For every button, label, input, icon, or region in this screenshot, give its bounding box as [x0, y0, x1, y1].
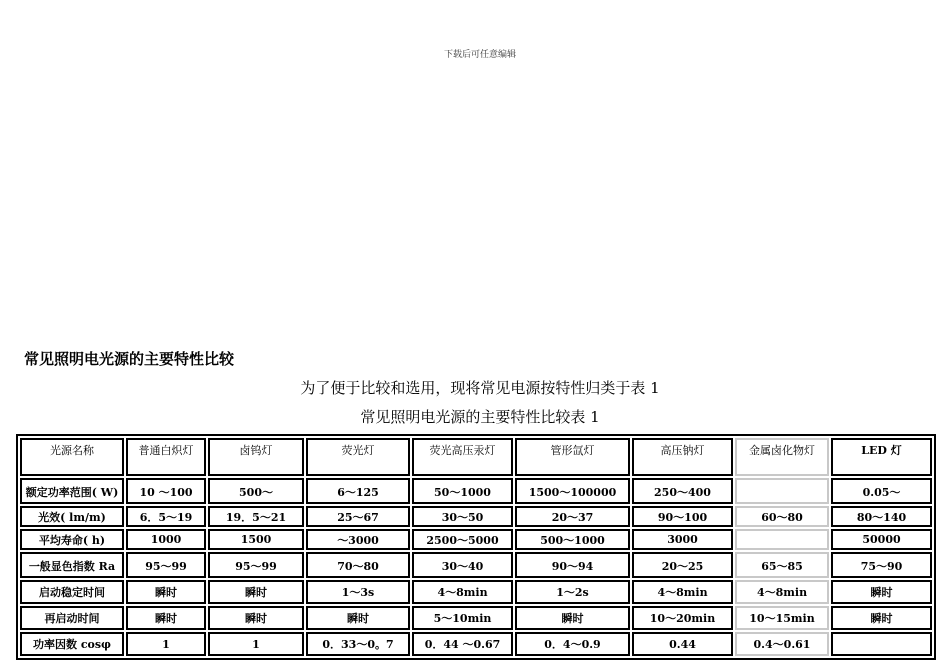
table-cell: 1～3s [306, 580, 410, 604]
column-header: 高压钠灯 [632, 438, 733, 476]
table-cell: 瞬时 [126, 580, 206, 604]
table-cell: 0．33～0。7 [306, 632, 410, 656]
table-cell: 500～ [208, 478, 304, 504]
table-cell: 瞬时 [208, 606, 304, 630]
column-header: LED 灯 [831, 438, 932, 476]
table-cell: 2500～5000 [412, 529, 513, 550]
light-source-table [16, 434, 936, 660]
table-cell: 75～90 [831, 552, 932, 578]
row-label: 额定功率范围( W) [20, 478, 124, 504]
table-cell: ～3000 [306, 529, 410, 550]
table-cell: 1500 [208, 529, 304, 550]
table-cell: 60～80 [735, 506, 829, 527]
table-row [20, 506, 932, 527]
column-header: 卤钨灯 [208, 438, 304, 476]
table-cell: 65～85 [735, 552, 829, 578]
table-cell: 90～100 [632, 506, 733, 527]
table-cell: 4～8min [632, 580, 733, 604]
table-row [20, 580, 932, 604]
table-cell: 4～8min [735, 580, 829, 604]
table-cell: 5～10min [412, 606, 513, 630]
table-row [20, 606, 932, 630]
table-cell: 500～1000 [515, 529, 630, 550]
row-label: 一般显色指数 Ra [20, 552, 124, 578]
table-caption: 常见照明电光源的主要特性比较表 1 [360, 408, 600, 426]
table-cell [831, 632, 932, 656]
row-label: 再启动时间 [20, 606, 124, 630]
table-cell: 瞬时 [306, 606, 410, 630]
table-cell [735, 478, 829, 504]
table-cell: 250～400 [632, 478, 733, 504]
table-cell: 瞬时 [831, 606, 932, 630]
row-label: 平均寿命( h) [20, 529, 124, 550]
section-heading: 常见照明电光源的主要特性比较 [24, 350, 235, 368]
column-header: 荧光高压汞灯 [412, 438, 513, 476]
table-cell: 瞬时 [208, 580, 304, 604]
table-cell: 1 [126, 632, 206, 656]
table-cell: 80～140 [831, 506, 932, 527]
table-cell: 1500～100000 [515, 478, 630, 504]
table-cell: 95～99 [126, 552, 206, 578]
table-cell: 90～94 [515, 552, 630, 578]
table-cell: 10～15min [735, 606, 829, 630]
table-cell: 30～50 [412, 506, 513, 527]
table-cell: 6～125 [306, 478, 410, 504]
table-cell: 0．4～0.9 [515, 632, 630, 656]
table-cell: 95～99 [208, 552, 304, 578]
table-cell: 瞬时 [831, 580, 932, 604]
table-cell: 1 [208, 632, 304, 656]
column-header: 金属卤化物灯 [735, 438, 829, 476]
table-cell: 1～2s [515, 580, 630, 604]
table-cell: 瞬时 [126, 606, 206, 630]
table-row [20, 478, 932, 504]
table-row [20, 529, 932, 550]
row-label: 光效( lm/m) [20, 506, 124, 527]
table-cell: 4～8min [412, 580, 513, 604]
table-cell: 瞬时 [515, 606, 630, 630]
table-cell: 10 ～100 [126, 478, 206, 504]
table-cell: 0．44 ～0.67 [412, 632, 513, 656]
table-row [20, 552, 932, 578]
table-cell: 20～25 [632, 552, 733, 578]
table-cell: 20～37 [515, 506, 630, 527]
table-cell: 0.05～ [831, 478, 932, 504]
table-cell: 30～40 [412, 552, 513, 578]
column-header: 荧光灯 [306, 438, 410, 476]
row-label: 启动稳定时间 [20, 580, 124, 604]
table-cell: 3000 [632, 529, 733, 550]
table-cell: 1000 [126, 529, 206, 550]
table-cell: 0.4～0.61 [735, 632, 829, 656]
row-label: 功率因数 cosφ [20, 632, 124, 656]
column-header: 管形氙灯 [515, 438, 630, 476]
table-cell: 70～80 [306, 552, 410, 578]
table-cell: 50000 [831, 529, 932, 550]
table-header-row [20, 438, 932, 476]
table-cell: 19．5～21 [208, 506, 304, 527]
column-header: 光源名称 [20, 438, 124, 476]
table-cell: 50～1000 [412, 478, 513, 504]
table-cell: 10～20min [632, 606, 733, 630]
table-row [20, 632, 932, 656]
table-cell: 0.44 [632, 632, 733, 656]
table-cell: 25～67 [306, 506, 410, 527]
table-cell [735, 529, 829, 550]
table-cell: 6．5～19 [126, 506, 206, 527]
intro-text: 为了便于比较和选用，现将常见电源按特性归类于表 1 [300, 379, 660, 397]
header-note: 下载后可任意编辑 [443, 50, 516, 60]
column-header: 普通白炽灯 [126, 438, 206, 476]
